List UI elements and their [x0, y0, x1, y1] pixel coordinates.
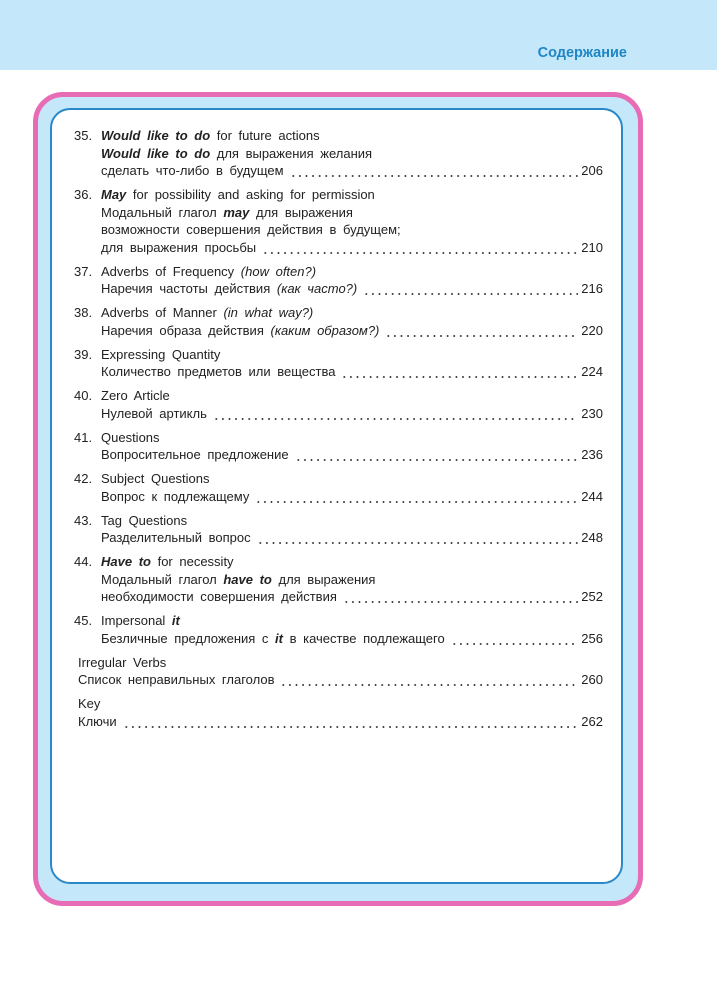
entry-line — [101, 470, 603, 488]
entry-text: for possibility and asking for permission — [126, 187, 375, 202]
entry-text-emphasis: (каким образом?) — [270, 322, 380, 338]
entry-text: Questions — [101, 429, 160, 445]
entry-text: for necessity — [150, 554, 234, 569]
page-number[interactable]: 260 — [581, 672, 603, 687]
entry-text-emphasis: May — [101, 187, 127, 202]
dot-leader — [257, 529, 579, 547]
page-number[interactable]: 230 — [581, 405, 603, 421]
entry-line — [101, 446, 603, 464]
entry-text: сделать что-либо в будущем — [101, 163, 284, 178]
entry-text-emphasis: have to — [223, 571, 272, 587]
entry-text: Key — [78, 696, 101, 711]
entry-text: Ключи — [78, 713, 117, 729]
entry-text: Вопросительное предложение — [101, 447, 289, 462]
entry-line — [101, 488, 603, 506]
entry-text: возможности совершения действия в будущем; — [101, 222, 401, 237]
entry-line — [101, 553, 603, 571]
entry-text: необходимости совершения действия — [101, 589, 337, 604]
dot-leader — [363, 280, 578, 298]
entry-text: для выражения просьбы — [101, 239, 257, 255]
entry-text: Adverbs of Manner — [101, 305, 224, 320]
page-number[interactable]: 244 — [581, 488, 603, 504]
header-band — [0, 0, 717, 70]
toc-entry[interactable] — [74, 429, 603, 464]
entry-text: Impersonal — [101, 613, 172, 628]
entry-text-emphasis: it — [275, 630, 283, 646]
entry-line — [78, 654, 603, 672]
entry-text: Expressing Quantity — [101, 346, 221, 362]
toc-entry[interactable] — [74, 304, 603, 339]
entry-line — [101, 387, 603, 405]
entry-text-emphasis: (как часто?) — [276, 281, 358, 296]
entry-line — [101, 145, 603, 163]
entry-number: 43. — [74, 512, 93, 528]
dot-leader — [255, 488, 578, 506]
entry-text: для выражения желания — [210, 145, 373, 161]
page-number[interactable]: 236 — [581, 447, 603, 462]
page-number[interactable]: 256 — [581, 630, 603, 646]
entry-number: 40. — [74, 388, 93, 403]
entry-line — [101, 363, 603, 381]
entry-line — [101, 512, 603, 530]
entry-text-emphasis: Would like to do — [101, 128, 211, 143]
entry-number: 39. — [74, 346, 93, 362]
page-number[interactable]: 248 — [581, 530, 603, 545]
entry-text: Вопрос к подлежащему — [101, 488, 250, 504]
page-number[interactable]: 220 — [581, 322, 603, 338]
entry-line — [78, 695, 603, 713]
dot-leader — [385, 322, 578, 340]
entry-text: Adverbs of Frequency — [101, 263, 241, 279]
entry-number: 45. — [74, 613, 93, 628]
entry-line — [101, 588, 603, 606]
entry-line — [101, 127, 603, 145]
entry-line — [101, 263, 603, 281]
entry-text: Модальный глагол — [101, 204, 224, 220]
entry-line — [101, 162, 603, 180]
entry-text: Subject Questions — [101, 471, 210, 486]
entry-text-emphasis: (in what way?) — [223, 305, 314, 320]
entry-number: 41. — [74, 429, 93, 445]
entry-line — [101, 280, 603, 298]
entry-text: for future actions — [210, 128, 320, 143]
toc-entry[interactable] — [74, 512, 603, 547]
toc-entry[interactable] — [74, 612, 603, 647]
entry-line — [101, 405, 603, 423]
dot-leader — [290, 162, 579, 180]
entry-text: для выражения — [249, 204, 353, 220]
entry-text: Разделительный вопрос — [101, 530, 251, 545]
entry-line — [101, 239, 603, 257]
page-number[interactable]: 262 — [581, 713, 603, 729]
toc-entry[interactable] — [74, 387, 603, 422]
entry-text-emphasis: may — [223, 204, 250, 220]
toc-entry[interactable] — [74, 127, 603, 180]
entry-text: Наречия частоты действия — [101, 281, 277, 296]
toc-entry[interactable] — [74, 553, 603, 606]
entry-text: Zero Article — [101, 388, 170, 403]
page-number[interactable]: 216 — [581, 281, 603, 296]
entry-number: 42. — [74, 471, 93, 486]
entry-text-emphasis: Have to — [101, 554, 151, 569]
page-number[interactable]: 210 — [581, 239, 603, 255]
entry-text-emphasis: (how often?) — [240, 263, 317, 279]
table-of-contents — [50, 108, 623, 884]
toc-entry[interactable] — [74, 263, 603, 298]
toc-entry[interactable] — [74, 654, 603, 689]
toc-entry[interactable] — [74, 186, 603, 256]
entry-text: для выражения — [271, 571, 376, 587]
entry-text: Нулевой артикль — [101, 405, 207, 421]
entry-line — [101, 204, 603, 222]
entry-line — [101, 346, 603, 364]
entry-text: Список неправильных глаголов — [78, 672, 275, 687]
entry-line — [101, 630, 603, 648]
entry-line — [101, 322, 603, 340]
dot-leader — [213, 405, 578, 423]
entry-line — [101, 186, 603, 204]
entry-text: Irregular Verbs — [78, 654, 167, 670]
entry-number: 38. — [74, 305, 93, 320]
entry-line — [101, 612, 603, 630]
entry-line — [101, 304, 603, 322]
entry-text-emphasis: Would like to do — [101, 145, 211, 161]
entry-text: Модальный глагол — [101, 571, 224, 587]
toc-entry[interactable] — [74, 346, 603, 381]
entry-line — [101, 221, 603, 239]
entry-number: 36. — [74, 187, 93, 202]
entry-number: 37. — [74, 263, 93, 279]
page-number[interactable]: 224 — [581, 364, 603, 379]
entry-text: Наречия образа действия — [101, 322, 271, 338]
entry-text: Tag Questions — [101, 512, 188, 528]
toc-entry[interactable] — [74, 470, 603, 505]
dot-leader — [123, 713, 579, 731]
page-number[interactable]: 206 — [581, 163, 603, 178]
dot-leader — [451, 630, 579, 648]
dot-leader — [343, 588, 578, 606]
entry-line — [101, 529, 603, 547]
page-number[interactable]: 252 — [581, 589, 603, 604]
contents-frame — [33, 92, 643, 906]
section-title: Содержание — [537, 45, 627, 61]
entry-number: 35. — [74, 128, 93, 143]
entry-line — [78, 671, 603, 689]
dot-leader — [280, 671, 578, 689]
toc-entry[interactable] — [74, 695, 603, 730]
entry-text-emphasis: it — [171, 613, 180, 628]
entry-line — [101, 429, 603, 447]
entry-line — [78, 713, 603, 731]
entry-line — [101, 571, 603, 589]
dot-leader — [341, 363, 578, 381]
entry-text: в качестве подлежащего — [282, 630, 445, 646]
entry-number: 44. — [74, 554, 93, 569]
entry-text: Количество предметов или вещества — [101, 364, 336, 379]
dot-leader — [262, 239, 578, 257]
dot-leader — [295, 446, 579, 464]
entry-text: Безличные предложения с — [101, 630, 276, 646]
